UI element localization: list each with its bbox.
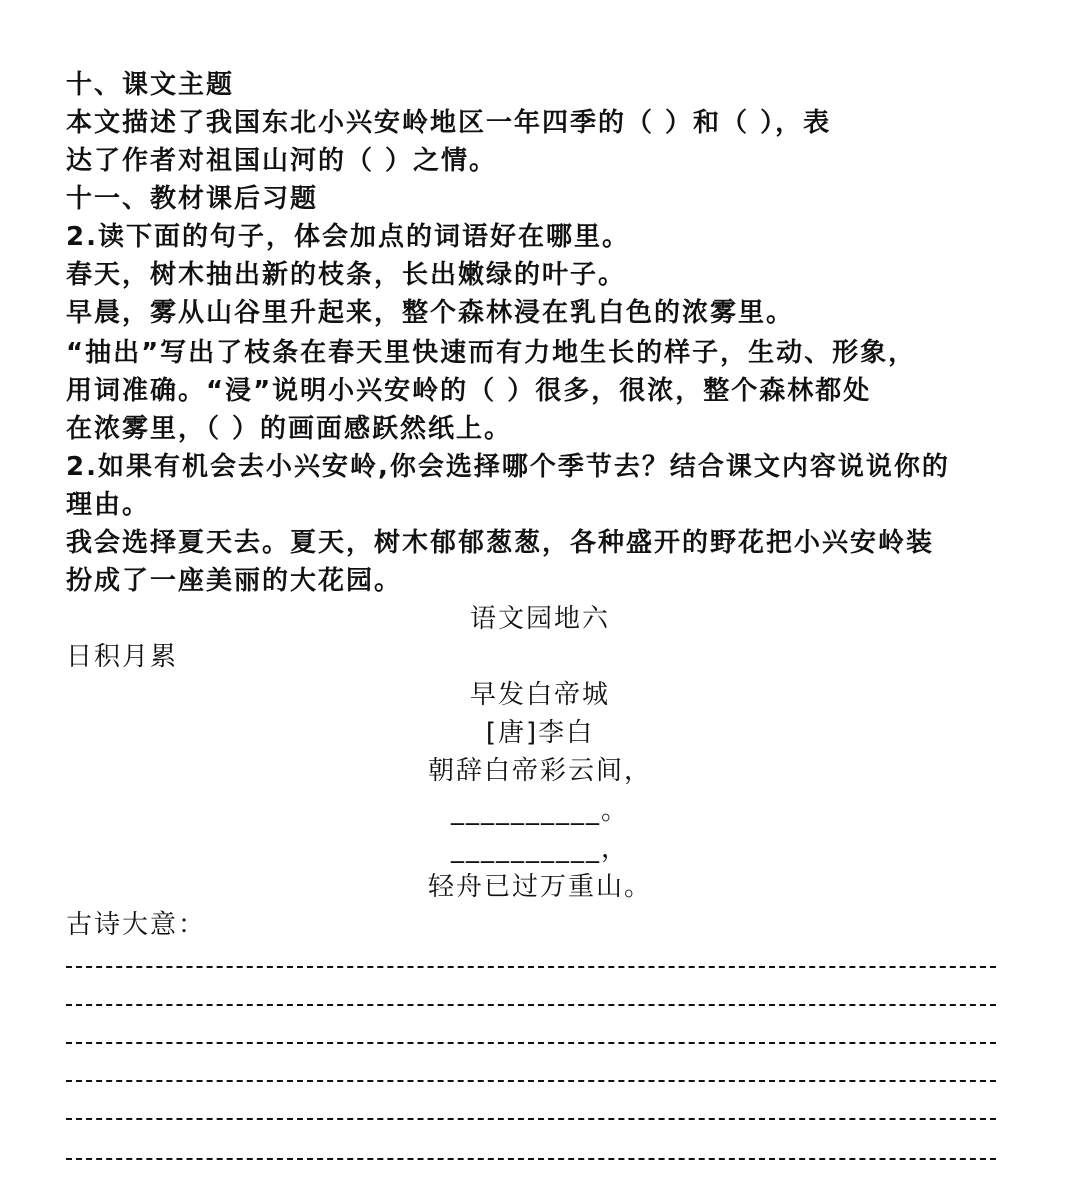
- poem-author: [唐]李白: [485, 718, 595, 748]
- answer-1-line-1: “抽出”写出了枝条在春天里快速而有力地生长的样子，生动、形象，: [66, 338, 917, 368]
- poem-line-4: 轻舟已过万重山。: [427, 872, 652, 902]
- answer-line: [66, 1042, 996, 1044]
- example-sentence-2: 早晨，雾从山谷里升起来，整个森林浸在乳白色的浓雾里。: [66, 298, 795, 328]
- answer-line: [66, 966, 996, 968]
- answer-1-line-3: 在浓雾里，（ ）的画面感跃然纸上。: [66, 414, 513, 444]
- section-11-heading: 十一、教材课后习题: [66, 184, 319, 214]
- theme-sentence-line-2: 达了作者对祖国山河的（ ）之情。: [66, 146, 498, 176]
- example-sentence-1: 春天，树木抽出新的枝条，长出嫩绿的叶子。: [66, 260, 627, 290]
- section-10-heading: 十、课文主题: [66, 70, 235, 100]
- question-2-line-2: 理由。: [66, 490, 151, 520]
- answer-line: [66, 1158, 996, 1160]
- answer-1-line-2: 用词准确。“浸”说明小兴安岭的（ ）很多，很浓，整个森林都处: [66, 376, 872, 406]
- poem-line-3-blank: __________，: [450, 834, 629, 864]
- poem-title: 早发白帝城: [469, 680, 610, 710]
- answer-line: [66, 1080, 996, 1082]
- poem-line-2-blank: __________。: [450, 796, 629, 826]
- meaning-label: 古诗大意：: [66, 910, 207, 940]
- question-1: 2.读下面的句子，体会加点的词语好在哪里。: [66, 222, 630, 252]
- garden-subtitle: 日积月累: [66, 642, 179, 672]
- theme-sentence-line-1: 本文描述了我国东北小兴安岭地区一年四季的（ ）和（ ），表: [66, 108, 832, 138]
- answer-2-line-2: 扮成了一座美丽的大花园。: [66, 566, 403, 596]
- question-2-line-1: 2.如果有机会去小兴安岭,你会选择哪个季节去？结合课文内容说说你的: [66, 452, 950, 482]
- answer-2-line-1: 我会选择夏天去。夏天，树木郁郁葱葱，各种盛开的野花把小兴安岭装: [66, 528, 935, 558]
- answer-line: [66, 1118, 996, 1120]
- answer-line: [66, 1004, 996, 1006]
- garden-title: 语文园地六: [469, 604, 610, 634]
- poem-line-1: 朝辞白帝彩云间，: [427, 756, 652, 786]
